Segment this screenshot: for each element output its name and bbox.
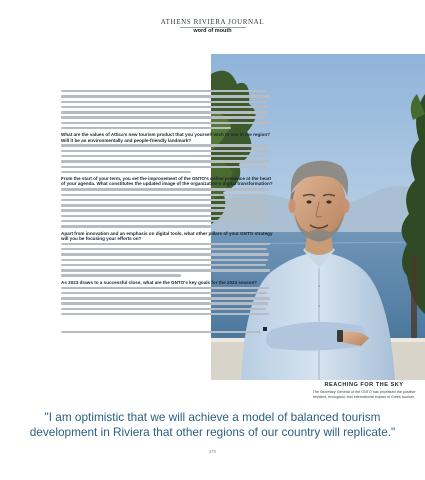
text-line — [61, 166, 267, 168]
text-line — [61, 308, 266, 310]
caption-title: REACHING FOR THE SKY — [324, 382, 404, 388]
text-line — [61, 127, 231, 129]
photo-caption — [311, 382, 417, 399]
text-line — [61, 150, 270, 152]
text-line — [61, 155, 266, 157]
text-line — [61, 215, 269, 217]
text-line — [61, 194, 266, 196]
text-line — [61, 259, 268, 261]
text-line — [61, 106, 270, 108]
text-line — [61, 122, 271, 124]
text-line — [61, 225, 211, 227]
pull-quote — [24, 410, 401, 439]
text-line — [61, 297, 270, 299]
journal-name: ATHENS RIVIERA JOURNAL — [160, 18, 265, 26]
pull-quote-text: "I am optimistic that we will achieve a model of balanced tourism development in Riviera that other regions of our country will replicate." — [29, 410, 396, 439]
text-line — [61, 95, 270, 97]
text-line — [61, 116, 265, 118]
text-line — [61, 264, 266, 266]
section-label: word of mouth — [193, 28, 232, 34]
text-line — [61, 253, 269, 255]
page-number: 275 — [209, 449, 216, 454]
text-line — [61, 199, 270, 201]
text-line — [61, 269, 270, 271]
text-line — [61, 302, 268, 304]
text-line — [61, 243, 270, 245]
caption-text: The Secretary General of the GNTO has prioritised the positive resident, ecological, and international impact of Greek tourism. — [312, 390, 416, 399]
text-line — [61, 292, 267, 294]
interview-question: As 2023 draws to a successful close, what are the GNTO's key goals for the 2024 season? — [61, 279, 258, 285]
text-line — [61, 160, 269, 162]
text-line — [61, 220, 266, 222]
interview-question: What are the values of Attica's new tourism product that you yourself wish to see in the region? Will it be an environmentally and people-friendly landmark? — [61, 132, 270, 143]
text-line — [61, 248, 267, 250]
text-line — [61, 331, 261, 333]
article-body — [61, 90, 273, 337]
text-line — [61, 313, 269, 315]
text-line — [61, 274, 181, 276]
end-of-article-mark — [263, 327, 267, 331]
interview-question: From the start of your term, you set the improvement of the GNTO's online presence at the heart of your agenda. What constitutes the updated image of the organization's digital transformation? — [61, 176, 273, 187]
text-line — [61, 204, 268, 206]
text-line — [61, 111, 268, 113]
magazine-header — [0, 0, 425, 42]
interview-question: Apart from innovation and an emphasis on digital tools, what other pillars of your GNTO strategy will you be focusing your efforts on? — [61, 230, 273, 241]
text-line — [61, 188, 269, 190]
text-line — [61, 101, 267, 103]
text-line — [61, 144, 268, 146]
text-line — [61, 90, 266, 92]
text-line — [61, 287, 269, 289]
text-line — [61, 209, 267, 211]
text-line — [61, 171, 191, 173]
